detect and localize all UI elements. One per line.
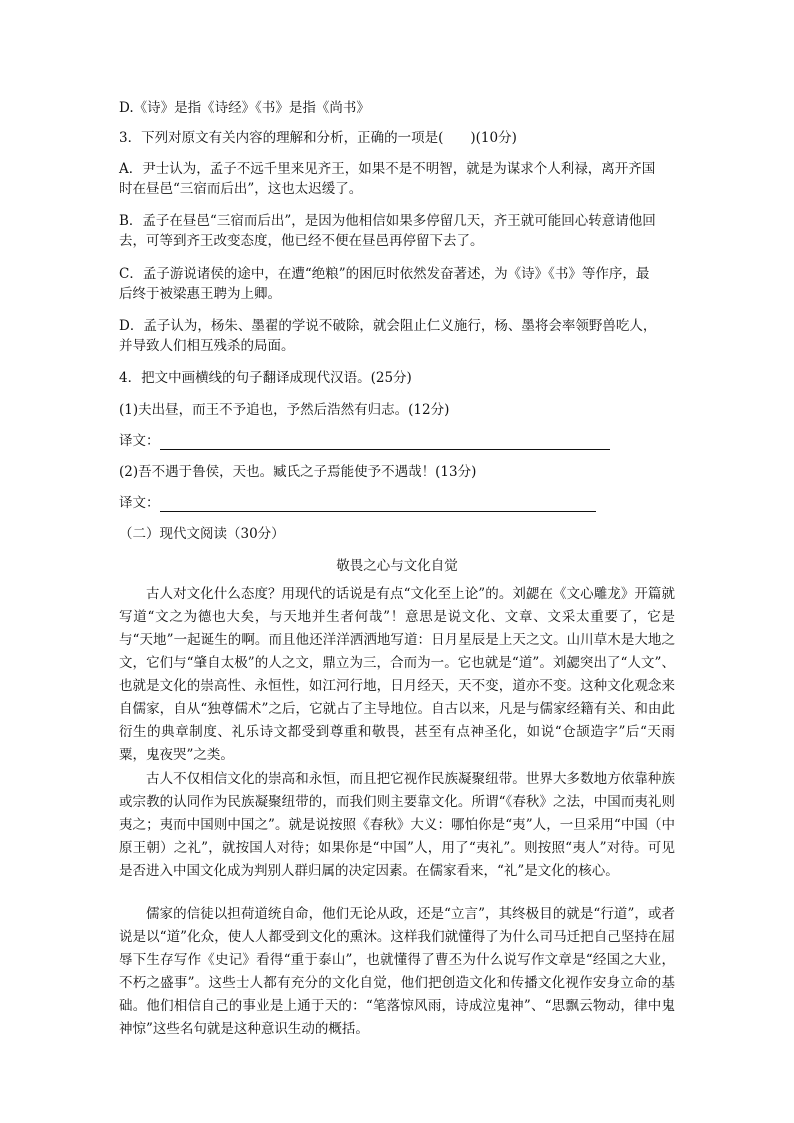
article-paragraph-3: 儒家的信徒以担荷道统自命，他们无论从政，还是“立言”，其终极目的就是“行道”，或者说是以“道”化众，使人人都受到文化的熏沐。这样我们就懂得了为什么司马迁把自己坚持在屈辱下生存写作《史记》看得“重于泰山”，也就懂得了曹丕为什么说写作文章是“经国之大业，不朽之盛事”。这些士人都有充分的文化自觉，他们把创造文化和传播文化视作安身立命的基础。他们相信自己的事业是上通于天的：“笔落惊风雨，诗成泣鬼神”、“思飘云物动，律中鬼神惊”这些名句就是这种意识生动的概括。 — [119, 906, 675, 1037]
q4-sentence-2: (2)吾不遇于鲁侯，天也。臧氏之子焉能使予不遇哉！(13分) — [119, 464, 477, 480]
q3-option-c-line1: C．孟子游说诸侯的途中，在遭“绝粮”的困厄时依然发奋著述，为《诗》《书》等作序，最 — [119, 266, 650, 282]
q4-answer-1 — [119, 432, 610, 450]
q3-option-d-line2: 并导致人们相互残杀的局面。 — [119, 338, 295, 354]
q2-option-d: D.《诗》是指《诗经》《书》是指《尚书》 — [119, 100, 370, 116]
answer-label: 译文： — [119, 433, 160, 449]
article-paragraph-1: 古人对文化什么态度？用现代的话说是有点“文化至上论”的。刘勰在《文心雕龙》开篇就写道“文之为德也大矣，与天地并生者何哉”！意思是说文化、文章、文采太重要了，它是与“天地”一起诞生的啊。而且他还洋洋洒洒地写道：日月星辰是上天之文。山川草木是大地之文，它们与“肇自太极”的人之文，鼎立为三，合而为一。它也就是“道”。刘勰突出了“人文”、也就是文化的崇高性、永恒性，如江河行地，日月经天，天不变，道亦不变。这种文化观念来自儒家，自从“独尊儒术”之后，它就占了主导地位。自古以来，凡是与儒家经籍有关、和由此衍生的典章制度、礼乐诗文都受到尊重和敬畏，甚至有点神圣化，如说“仓颉造字”后“天雨粟，鬼夜哭”之类。 — [119, 586, 675, 763]
answer-blank-2[interactable] — [160, 497, 596, 512]
answer-label: 译文： — [119, 495, 160, 511]
article-title: 敬畏之心与文化自觉 — [336, 558, 458, 574]
answer-blank-1[interactable] — [160, 435, 610, 450]
q4-sentence-1: (1)夫出昼，而王不予追也，予然后浩然有归志。(12分) — [119, 402, 450, 418]
q3-option-b-line1: B．孟子在昼邑“三宿而后出”，是因为他相信如果多停留几天，齐王就可能回心转意请他回 — [119, 213, 656, 229]
q3-option-d-line1: D．孟子认为，杨朱、墨翟的学说不破除，就会阻止仁义施行，杨、墨将会率领野兽吃人， — [119, 318, 657, 334]
section-heading: （二）现代文阅读（30分） — [119, 526, 285, 542]
q3-stem: 3．下列对原文有关内容的理解和分析，正确的一项是( )(10分) — [119, 130, 517, 146]
q3-option-c-line2: 后终于被梁惠王聘为上卿。 — [119, 286, 281, 302]
q3-option-a-line1: A．尹士认为，孟子不远千里来见齐王，如果不是不明智，就是为谋求个人利禄，离开齐国 — [119, 161, 656, 177]
q3-option-a-line2: 时在昼邑“三宿而后出”，这也太迟缓了。 — [119, 181, 363, 197]
article-paragraph-2: 古人不仅相信文化的崇高和永恒，而且把它视作民族凝聚纽带。世界大多数地方依靠种族或宗教的认同作为民族凝聚纽带的，而我们则主要靠文化。所谓“《春秋》之法，中国而夷礼则夷之；夷而中国则中国之”。就是说按照《春秋》大义：哪怕你是“夷”人，一旦采用“中国（中原王朝）之礼”，就按国人对待；如果你是“中国”人，用了“夷礼”。则按照“夷人”对待。可见是否进入中国文化成为判别人群归属的决定因素。在儒家看来，“礼”是文化的核心。 — [119, 771, 675, 879]
q3-option-b-line2: 去，可等到齐王改变态度，他已经不便在昼邑再停留下去了。 — [119, 233, 484, 249]
q4-stem: 4．把文中画横线的句子翻译成现代汉语。(25分) — [119, 370, 412, 386]
q4-answer-2 — [119, 494, 596, 512]
